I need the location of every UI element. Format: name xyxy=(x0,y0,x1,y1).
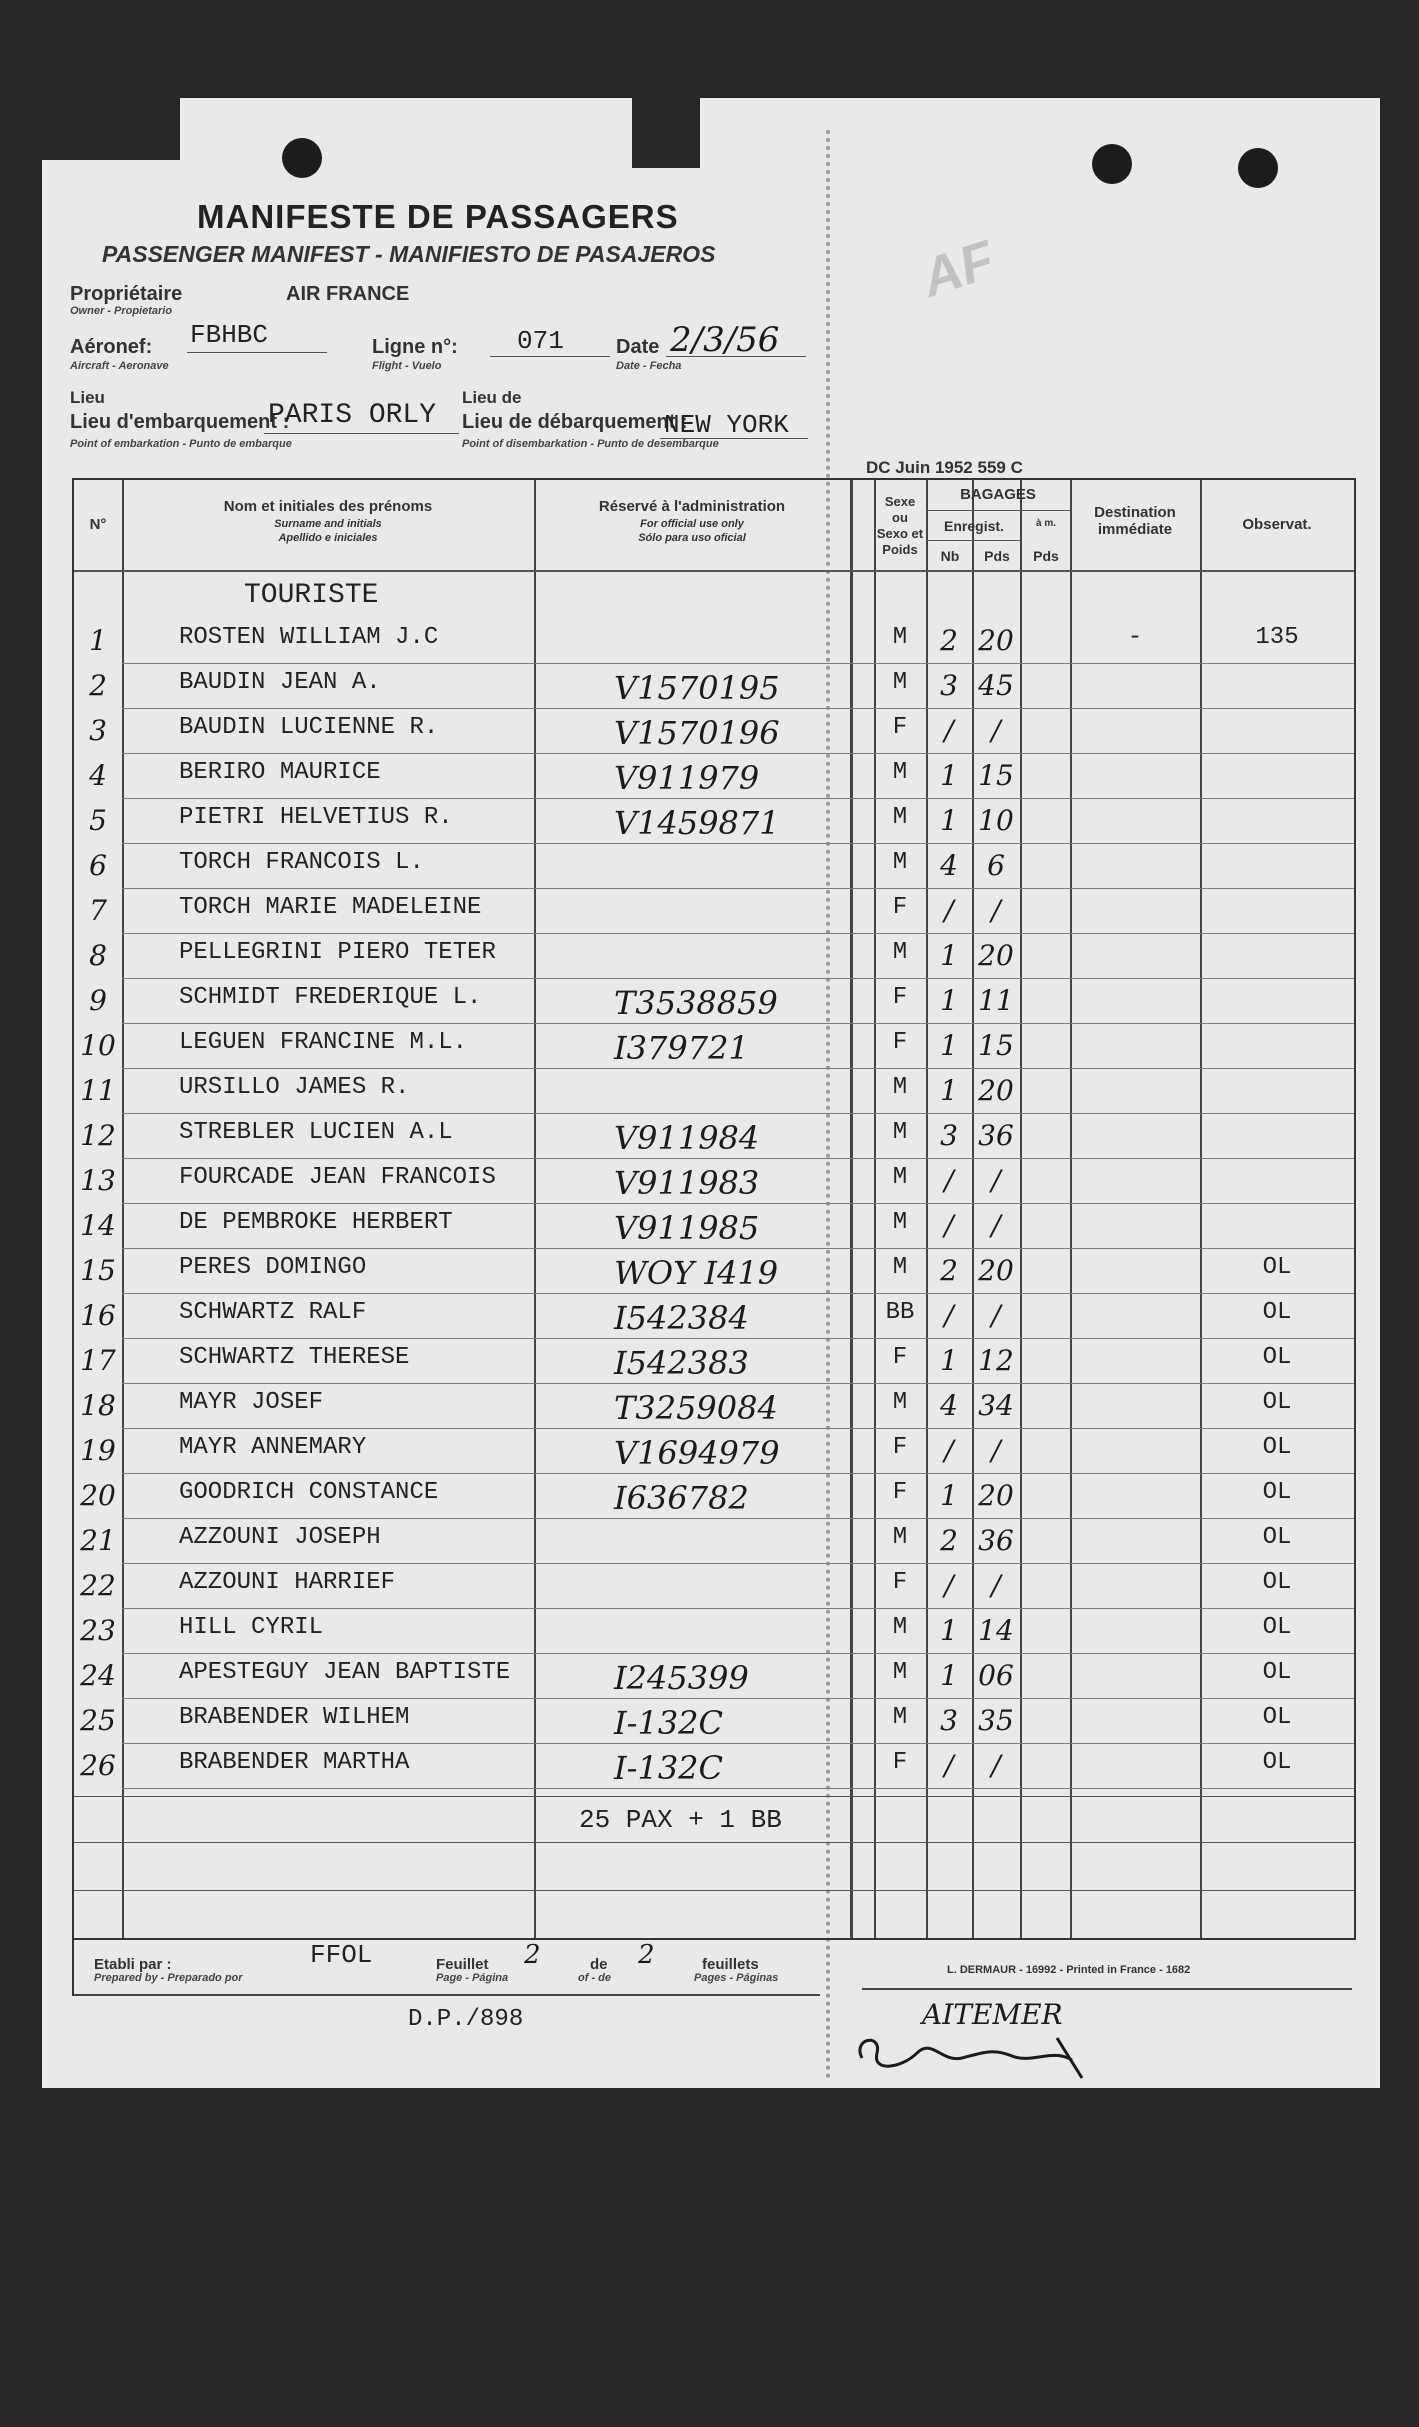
cell-no: 6 xyxy=(89,849,107,882)
cell-sex: M xyxy=(892,1254,908,1281)
cell-sex: F xyxy=(892,1479,908,1506)
cell-name: BRABENDER MARTHA xyxy=(179,1749,410,1776)
table-row xyxy=(74,1383,1354,1428)
cell-sex: F xyxy=(892,1569,908,1596)
aircraft-label: Aéronef: xyxy=(70,336,153,358)
cell-sex: M xyxy=(892,849,908,876)
cell-nb: 1 xyxy=(940,1614,958,1647)
embark-value: PARIS ORLY xyxy=(268,400,437,431)
cell-name: APESTEGUY JEAN BAPTISTE xyxy=(179,1659,511,1686)
cell-name: HILL CYRIL xyxy=(179,1614,324,1641)
cell-sex: M xyxy=(892,1704,908,1731)
table-row xyxy=(74,1113,1354,1158)
col-name: Nom et initiales des prénoms xyxy=(223,498,433,515)
cell-name: SCHWARTZ RALF xyxy=(179,1299,367,1326)
cell-no: 14 xyxy=(80,1209,116,1242)
cell-name: STREBLER LUCIEN A.L xyxy=(179,1119,453,1146)
cell-pds: 15 xyxy=(978,1029,1014,1062)
cell-nb: / xyxy=(944,714,954,747)
cell-name: BAUDIN JEAN A. xyxy=(179,669,381,696)
cell-nb: 3 xyxy=(940,1704,958,1737)
cell-nb: 1 xyxy=(940,804,958,837)
cell-no: 12 xyxy=(80,1119,116,1152)
cell-nb: / xyxy=(944,1569,954,1602)
cell-admin: V911979 xyxy=(614,759,760,797)
cell-sex: M xyxy=(892,1074,908,1101)
cell-pds: 20 xyxy=(978,939,1014,972)
cell-admin: V1694979 xyxy=(614,1434,780,1472)
disembark-label: Lieu de débarquement : xyxy=(462,411,688,433)
cell-no: 7 xyxy=(89,894,107,927)
cell-nb: 1 xyxy=(940,759,958,792)
embark-sub: Point of embarkation - Punto de embarque xyxy=(70,438,292,450)
cell-admin: I-132C xyxy=(614,1704,724,1742)
table-row xyxy=(74,1563,1354,1608)
table-row xyxy=(74,1203,1354,1248)
cell-pds: / xyxy=(991,1569,1001,1602)
cell-name: BERIRO MAURICE xyxy=(179,759,381,786)
cell-pds: 20 xyxy=(978,624,1014,657)
col-admin: Réservé à l'administration xyxy=(598,498,786,515)
cell-obs: OL xyxy=(1262,1659,1292,1686)
cell-name: URSILLO JAMES R. xyxy=(179,1074,410,1101)
of-value: 2 xyxy=(638,1940,655,1970)
cell-nb: / xyxy=(944,1749,954,1782)
cell-obs: OL xyxy=(1262,1344,1292,1371)
cell-nb: 2 xyxy=(940,624,958,657)
cell-no: 17 xyxy=(80,1344,116,1377)
col-observ: Observat. xyxy=(1242,516,1312,533)
col-sex: Sexe ou Sexo et Poids xyxy=(876,494,924,557)
cell-admin: WOY I419 xyxy=(614,1254,779,1292)
table-row xyxy=(74,1518,1354,1563)
cell-nb: / xyxy=(944,1164,954,1197)
owner-value: AIR FRANCE xyxy=(286,283,410,305)
cell-sex: M xyxy=(892,1659,908,1686)
cell-admin: I-132C xyxy=(614,1749,724,1787)
cell-nb: / xyxy=(944,1299,954,1332)
table-row xyxy=(74,1428,1354,1473)
cell-obs: OL xyxy=(1262,1254,1292,1281)
cell-pds: 10 xyxy=(978,804,1014,837)
cell-no: 13 xyxy=(80,1164,116,1197)
cell-sex: M xyxy=(892,759,908,786)
cell-nb: / xyxy=(944,1209,954,1242)
cell-pds: 11 xyxy=(978,984,1014,1017)
cell-name: ROSTEN WILLIAM J.C xyxy=(179,624,439,651)
cell-nb: 4 xyxy=(940,1389,958,1422)
cell-pds: 45 xyxy=(978,669,1014,702)
table-row xyxy=(74,1653,1354,1698)
prepared-value: FFOL xyxy=(310,1940,373,1970)
section-label: TOURISTE xyxy=(244,580,379,611)
table-row xyxy=(74,933,1354,978)
manifest-sheet: AF MANIFESTE DE PASSAGERS PASSENGER MANIFEST - MANIFIESTO DE PASAJEROS Propriétaire Owner - Propietario AIR FRANCE Aéronef: Aircraft - Aeronave FBHBC Ligne n°: Flight - Vuelo 071 Date Date - Fecha 2/3/56 Lieu Lieu d'embarquement : Point of embarkation - Punto de embarque PARIS ORLY Lieu de Lieu de débarquement : Point of disembarkation - Punto de desembarque NEW YORK DC Juin 1952 559 C N° Nom et initiales des prénoms Surname and initials Apellido e iniciales Réservé à l'administration For official use only Sólo para uso oficial Sexe ou Sexo et Poids BAGAGES Enregist. à m. Nb Pds Pds Destination immédiate Observat. TOURISTE 1 ROSTEN WILLIAM J.C M 2 20 - 135 2 BAUDIN JEAN A. V1570195 M 3 45 3 BAUDIN LUCIENNE R. V1570196 F / / 4 BERIRO MAURICE V911979 M 1 15 5 PIETRI HELVETIUS R. V1459871 M 1 10 6 TORCH FRANCOIS L. M 4 6 7 TORCH MARIE MADELEINE F / / 8 PELLEGRINI PIERO TETER M 1 20 9 SCHMIDT FREDERIQUE L. T3538859 F 1 11 10 LEGUEN FRANCINE M.L. I379721 F 1 15 11 URSILLO JAMES R. M 1 20 12 STREBLER LUCIEN A.L V911984 M 3 36 13 FOURCADE JEAN FRANCOIS V911983 M / / 14 DE PEMBROKE HERBERT V911985 M / / 15 PERES DOMINGO WOY I419 M 2 20 OL 16 SCHWARTZ RALF I542384 BB / / OL 17 SCHWARTZ THERESE I542383 F 1 12 OL 18 MAYR JOSEF T3259084 M 4 34 OL 19 MAYR ANNEMARY V1694979 F / / OL 20 GOODRICH CONSTANCE I636782 F 1 20 OL 21 AZZOUNI JOSEPH M 2 36 OL 22 AZZOUNI HARRIEF F / / OL 23 HILL CYRIL M 1 14 OL 24 APESTEGUY JEAN BAPTISTE I245399 M 1 06 OL 25 BRABENDER WILHEM I-132C M 3 35 OL 26 BRABENDER MARTHA I-132C F / / OL 25 PAX + 1 BB Etabli par : Prepared by - Preparado por FFOL Feuillet Page - Página 2 de of - de 2 feuillets Pages - Páginas L. DERMAUR - 16992 - Printed in France - 1682 D.P./898 AITEMER xyxy=(42,98,1380,2088)
cell-no: 22 xyxy=(80,1569,116,1602)
cell-obs: OL xyxy=(1262,1434,1292,1461)
cell-admin: I636782 xyxy=(614,1479,749,1517)
cell-name: TORCH MARIE MADELEINE xyxy=(179,894,482,921)
table-row xyxy=(74,618,1354,663)
punch-hole xyxy=(282,138,322,178)
cell-no: 9 xyxy=(89,984,107,1017)
cell-admin: I379721 xyxy=(614,1029,749,1067)
cell-no: 19 xyxy=(80,1434,116,1467)
cell-admin: V1570195 xyxy=(614,669,780,707)
cell-pds: 14 xyxy=(978,1614,1014,1647)
cell-sex: F xyxy=(892,1749,908,1776)
cell-no: 21 xyxy=(80,1524,116,1557)
cell-name: MAYR ANNEMARY xyxy=(179,1434,367,1461)
cell-sex: M xyxy=(892,1524,908,1551)
table-row xyxy=(74,798,1354,843)
cell-name: BRABENDER WILHEM xyxy=(179,1704,410,1731)
col-bagages: BAGAGES xyxy=(960,486,1036,503)
prepared-label: Etabli par : xyxy=(94,1956,172,1973)
cell-obs: OL xyxy=(1262,1749,1292,1776)
cell-sex: M xyxy=(892,624,908,651)
cell-sex: F xyxy=(892,894,908,921)
cell-nb: / xyxy=(944,1434,954,1467)
cell-nb: 1 xyxy=(940,939,958,972)
cell-name: MAYR JOSEF xyxy=(179,1389,324,1416)
cell-sex: M xyxy=(892,1209,908,1236)
cell-pds: 20 xyxy=(978,1074,1014,1107)
cell-sex: M xyxy=(892,804,908,831)
table-row xyxy=(74,1698,1354,1743)
cell-no: 23 xyxy=(80,1614,116,1647)
cell-obs: OL xyxy=(1262,1479,1292,1506)
cell-no: 25 xyxy=(80,1704,116,1737)
cell-nb: 4 xyxy=(940,849,958,882)
cell-admin: T3259084 xyxy=(614,1389,778,1427)
owner-label: Propriétaire xyxy=(70,283,183,305)
owner-sub: Owner - Propietario xyxy=(70,305,173,317)
cell-pds: 36 xyxy=(978,1524,1014,1557)
printer-line: L. DERMAUR - 16992 - Printed in France - 1682 xyxy=(947,1964,1191,1976)
cell-name: GOODRICH CONSTANCE xyxy=(179,1479,439,1506)
manifest-subtitle: PASSENGER MANIFEST - MANIFIESTO DE PASAJEROS xyxy=(102,241,716,267)
cell-pds: / xyxy=(991,894,1001,927)
cell-no: 18 xyxy=(80,1389,116,1422)
cell-no: 2 xyxy=(89,669,107,702)
cell-nb: 3 xyxy=(940,669,958,702)
faded-stamp: AF xyxy=(914,229,1002,309)
cell-obs: OL xyxy=(1262,1389,1292,1416)
cell-name: LEGUEN FRANCINE M.L. xyxy=(179,1029,468,1056)
table-row xyxy=(74,1248,1354,1293)
cell-sex: M xyxy=(892,939,908,966)
cell-obs: OL xyxy=(1262,1299,1292,1326)
cell-no: 1 xyxy=(89,624,107,657)
cell-sex: BB xyxy=(885,1299,915,1326)
cell-no: 4 xyxy=(89,759,107,792)
cell-no: 15 xyxy=(80,1254,116,1287)
table-row xyxy=(74,1743,1354,1788)
table-row xyxy=(74,753,1354,798)
cell-sex: M xyxy=(892,1389,908,1416)
cell-pds: / xyxy=(991,1209,1001,1242)
flight-label: Ligne n°: xyxy=(372,336,458,358)
table-row xyxy=(74,1023,1354,1068)
disembark-sub: Point of disembarkation - Punto de desembarque xyxy=(462,438,719,450)
cell-obs: OL xyxy=(1262,1569,1292,1596)
cell-pds: 20 xyxy=(978,1254,1014,1287)
aircraft-sub: Aircraft - Aeronave xyxy=(70,360,169,372)
cell-admin: T3538859 xyxy=(614,984,778,1022)
cell-pds: / xyxy=(991,1434,1001,1467)
embark-label: Lieu d'embarquement : xyxy=(70,411,290,433)
cell-no: 26 xyxy=(80,1749,116,1782)
cell-name: PERES DOMINGO xyxy=(179,1254,367,1281)
punch-hole xyxy=(1092,144,1132,184)
table-row xyxy=(74,888,1354,933)
table-row xyxy=(74,1473,1354,1518)
flight-value: 071 xyxy=(517,326,564,356)
col-destination: Destination immédiate xyxy=(1094,504,1176,538)
aircraft-value: FBHBC xyxy=(190,320,269,350)
cell-pds: 06 xyxy=(978,1659,1014,1692)
signature-icon xyxy=(842,2018,1122,2088)
cell-sex: F xyxy=(892,714,908,741)
cell-pds: / xyxy=(991,1749,1001,1782)
cell-sex: F xyxy=(892,984,908,1011)
passenger-table: N° Nom et initiales des prénoms Surname and initials Apellido e iniciales Réservé à l'administration For official use only Sólo para uso oficial Sexe ou Sexo et Poids BAGAGES Enregist. à m. Nb Pds Pds Destination immédiate Observat. TOURISTE 1 ROSTEN WILLIAM J.C M 2 20 - 135 2 BAUDIN JEAN A. V1570195 M 3 45 3 BAUDIN LUCIENNE R. V1570196 F / / 4 BERIRO MAURICE V911979 M 1 15 5 PIETRI HELVETIUS R. V1459871 M 1 10 6 TORCH FRANCOIS L. M 4 6 7 TORCH MARIE MADELEINE F / / 8 PELLEGRINI PIERO TETER M 1 20 9 SCHMIDT FREDERIQUE L. T3538859 F 1 11 10 LEGUEN FRANCINE M.L. I379721 F 1 15 11 URSILLO JAMES R. M 1 20 12 STREBLER LUCIEN A.L V911984 M 3 36 13 FOURCADE JEAN FRANCOIS V911983 M / / 14 DE PEMBROKE HERBERT V911985 M / / 15 PERES DOMINGO WOY I419 M 2 20 OL 16 SCHWARTZ RALF I542384 BB / / OL 17 SCHWARTZ THERESE I542383 F 1 12 OL 18 MAYR JOSEF T3259084 M 4 34 OL 19 MAYR ANNEMARY V1694979 F / / OL 20 GOODRICH CONSTANCE I636782 F 1 20 OL 21 AZZOUNI JOSEPH M 2 36 OL 22 AZZOUNI HARRIEF F / / OL 23 HILL CYRIL M 1 14 OL 24 APESTEGUY JEAN BAPTISTE I245399 M 1 06 OL 25 BRABENDER WILHEM I-132C M 3 35 OL 26 BRABENDER MARTHA I-132C F / / OL 25 PAX + 1 BB xyxy=(72,478,1356,1940)
cell-nb: 1 xyxy=(940,1029,958,1062)
cell-nb: 2 xyxy=(940,1254,958,1287)
table-row xyxy=(74,663,1354,708)
cell-obs: 135 xyxy=(1255,624,1299,651)
cell-pds: 36 xyxy=(978,1119,1014,1152)
cell-sex: F xyxy=(892,1029,908,1056)
cell-pds: 15 xyxy=(978,759,1014,792)
cell-name: PIETRI HELVETIUS R. xyxy=(179,804,453,831)
cell-pds: 35 xyxy=(978,1704,1014,1737)
table-row xyxy=(74,1608,1354,1653)
cell-name: TORCH FRANCOIS L. xyxy=(179,849,424,876)
cell-no: 5 xyxy=(89,804,107,837)
cell-sex: M xyxy=(892,1614,908,1641)
cell-nb: 1 xyxy=(940,1659,958,1692)
table-row xyxy=(74,1293,1354,1338)
table-row xyxy=(74,843,1354,888)
cell-sex: M xyxy=(892,1164,908,1191)
manifest-title: MANIFESTE DE PASSAGERS xyxy=(197,198,679,235)
cell-admin: I542384 xyxy=(614,1299,749,1337)
cell-no: 24 xyxy=(80,1659,116,1692)
cell-admin: I542383 xyxy=(614,1344,749,1382)
date-label: Date xyxy=(616,336,660,358)
cell-pds: / xyxy=(991,714,1001,747)
form-code: DC Juin 1952 559 C xyxy=(866,458,1023,477)
cell-admin: V911983 xyxy=(614,1164,760,1202)
cell-name: PELLEGRINI PIERO TETER xyxy=(179,939,496,966)
cell-nb: 1 xyxy=(940,1074,958,1107)
cell-no: 8 xyxy=(89,939,107,972)
cell-obs: OL xyxy=(1262,1614,1292,1641)
cell-no: 3 xyxy=(89,714,107,747)
cell-no: 16 xyxy=(80,1299,116,1332)
signature-name: AITEMER xyxy=(922,1998,1063,2031)
cell-name: AZZOUNI JOSEPH xyxy=(179,1524,381,1551)
document-ref: D.P./898 xyxy=(408,2006,524,2033)
cell-nb: 1 xyxy=(940,1344,958,1377)
table-row xyxy=(74,978,1354,1023)
table-row xyxy=(74,1338,1354,1383)
cell-admin: V1459871 xyxy=(614,804,780,842)
cell-name: BAUDIN LUCIENNE R. xyxy=(179,714,439,741)
cell-obs: OL xyxy=(1262,1524,1292,1551)
cell-name: FOURCADE JEAN FRANCOIS xyxy=(179,1164,496,1191)
date-sub: Date - Fecha xyxy=(616,360,682,372)
cell-sex: F xyxy=(892,1344,908,1371)
cell-admin: V911984 xyxy=(614,1119,760,1157)
table-row xyxy=(74,708,1354,753)
cell-nb: 3 xyxy=(940,1119,958,1152)
cell-pds: 34 xyxy=(978,1389,1014,1422)
sheet-value: 2 xyxy=(524,1940,541,1970)
cell-name: AZZOUNI HARRIEF xyxy=(179,1569,396,1596)
total-count: 25 PAX + 1 BB xyxy=(579,1805,782,1835)
cell-pds: 12 xyxy=(978,1344,1014,1377)
cell-sex: M xyxy=(892,669,908,696)
punch-hole xyxy=(1238,148,1278,188)
cell-name: SCHMIDT FREDERIQUE L. xyxy=(179,984,482,1011)
cell-nb: / xyxy=(944,894,954,927)
table-row xyxy=(74,1158,1354,1203)
cell-name: DE PEMBROKE HERBERT xyxy=(179,1209,453,1236)
cell-pds: / xyxy=(991,1164,1001,1197)
cell-pds: / xyxy=(991,1299,1001,1332)
cell-dest: - xyxy=(1127,624,1143,651)
flight-sub: Flight - Vuelo xyxy=(372,360,442,372)
cell-name: SCHWARTZ THERESE xyxy=(179,1344,410,1371)
cell-admin: V1570196 xyxy=(614,714,780,752)
cell-no: 10 xyxy=(80,1029,116,1062)
disembark-value: NEW YORK xyxy=(664,410,789,440)
date-value: 2/3/56 xyxy=(670,320,780,360)
table-row xyxy=(74,1068,1354,1113)
cell-no: 11 xyxy=(80,1074,116,1107)
cell-admin: I245399 xyxy=(614,1659,749,1697)
cell-nb: 2 xyxy=(940,1524,958,1557)
cell-admin: V911985 xyxy=(614,1209,760,1247)
cell-pds: 20 xyxy=(978,1479,1014,1512)
cell-sex: F xyxy=(892,1434,908,1461)
cell-obs: OL xyxy=(1262,1704,1292,1731)
cell-sex: M xyxy=(892,1119,908,1146)
cell-nb: 1 xyxy=(940,1479,958,1512)
cell-pds: 6 xyxy=(987,849,1005,882)
col-no: N° xyxy=(89,516,107,533)
cell-nb: 1 xyxy=(940,984,958,1017)
cell-no: 20 xyxy=(80,1479,116,1512)
